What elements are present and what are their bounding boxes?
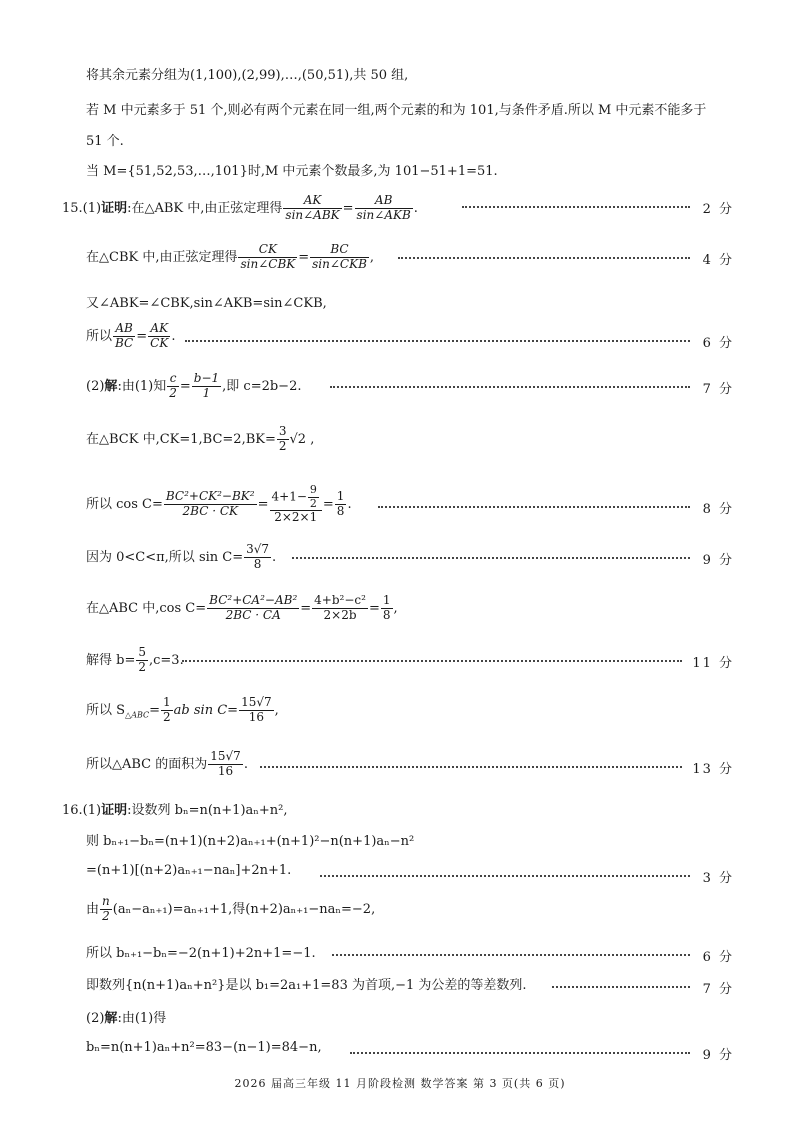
numerator: 1 xyxy=(336,489,345,504)
denominator: 8 xyxy=(244,557,271,572)
q15-step-9-text: 在△ABC 中,cos C= $\frac{\text{BC²+CA²−AB²}}{2BC \cdot CA}$ = $\frac{\text{4+b²−c²}}{2\times 2b}$ = $\frac{1}{8}$ , xyxy=(86,593,398,622)
q15-step-5-text: (2)解:由(1)知 $\frac{c}{2}$ = $\frac{b-1}{1}$ ,即 c=2b−2. xyxy=(86,371,302,400)
dot-leader xyxy=(378,505,690,508)
dot-leader xyxy=(330,385,690,388)
step-text: 解得 b= xyxy=(86,652,136,668)
step-text: ,c=3. xyxy=(149,652,184,668)
page-footer: 2026 届高三年级 11 月阶段检测 数学答案 第 3 页(共 6 页) xyxy=(234,1077,566,1090)
score-label: 6 分 xyxy=(702,950,734,965)
dot-leader xyxy=(185,339,690,342)
q16-step-8-text: bₙ=n(n+1)aₙ+n²=83−(n−1)=84−n, xyxy=(86,1040,322,1055)
numerator: 4+b²−c² xyxy=(314,593,366,607)
score-label: 7 分 xyxy=(702,982,734,997)
fraction xyxy=(207,594,299,623)
dot-leader xyxy=(350,1051,690,1054)
dot-leader xyxy=(182,659,682,662)
numerator: BC xyxy=(330,242,349,256)
score-label: 13 分 xyxy=(692,762,734,777)
part-number: (2) xyxy=(86,1011,105,1026)
step-text: 所以 xyxy=(86,328,113,344)
fraction xyxy=(355,194,413,223)
dot-leader xyxy=(398,256,690,259)
numerator: AB xyxy=(374,193,393,207)
numerator: n xyxy=(102,894,110,908)
step-text: 在△ABC 中,cos C= xyxy=(86,600,207,616)
q15-step-12-text: 所以△ABC 的面积为 $\frac{15√7}{16}$ . xyxy=(86,749,248,778)
fraction xyxy=(136,646,148,675)
denominator: 8 xyxy=(336,504,345,519)
numerator: BC²+CK²−BK² xyxy=(165,489,255,504)
numerator: 15√7 xyxy=(210,749,241,763)
dot-leader xyxy=(462,205,690,208)
q16-step-4-text xyxy=(86,895,375,924)
score-label: 11 分 xyxy=(692,656,734,671)
step-text: 所以 cos C= xyxy=(86,497,163,513)
fraction xyxy=(239,696,274,725)
fraction xyxy=(148,322,170,351)
numerator: CK xyxy=(258,242,277,256)
step-text: = xyxy=(149,702,161,718)
score-label: 3 分 xyxy=(702,871,734,886)
text-line-3: 51 个. xyxy=(86,134,124,149)
part-number: (2) xyxy=(86,378,105,394)
step-text: 在△BCK 中,CK=1,BC=2,BK= xyxy=(86,431,276,447)
score-label: 4 分 xyxy=(702,253,734,268)
q15-step-2-text: 在△CBK 中,由正弦定理得 $\frac{CK}{\text{sin∠CBK}}$ = $\frac{BC}{\text{sin∠CKB}}$ , xyxy=(86,242,375,271)
numerator: BC²+CA²−AB² xyxy=(209,593,298,607)
q16-step-3-text: =(n+1)[(n+2)aₙ₊₁−naₙ]+2n+1. xyxy=(86,863,292,878)
denominator: BC xyxy=(115,335,134,350)
step-text: (aₙ−aₙ₊₁)=aₙ₊₁+1,得(n+2)aₙ₊₁−naₙ=−2, xyxy=(112,901,376,917)
fraction xyxy=(283,194,341,223)
numerator: 15√7 xyxy=(241,695,272,709)
denominator: 2 xyxy=(169,385,177,400)
denominator: sin∠ABK xyxy=(285,207,340,222)
numerator: 9 xyxy=(309,483,317,496)
text-line-2: 若 M 中元素多于 51 个,则必有两个元素在同一组,两个元素的和为 101,与条件矛盾.所以 M 中元素不能多于 xyxy=(86,103,707,118)
q15-step-11-text: 所以 $S_{\triangle ABC}=$ $\frac{1}{2}$ ab sin C= $\frac{15√7}{16}$ , xyxy=(86,695,279,724)
denominator: 2 xyxy=(138,659,146,674)
proof-label: 证明 xyxy=(101,803,128,818)
subscript: △ABC xyxy=(125,710,150,720)
denominator: sin∠AKB xyxy=(356,207,411,222)
denominator: sin∠CBK xyxy=(240,256,296,271)
fraction xyxy=(100,895,112,924)
fraction xyxy=(312,594,368,623)
denominator: 2BC · CA xyxy=(207,608,299,623)
step-text: ,即 c=2b−2. xyxy=(222,378,302,394)
score-label: 9 分 xyxy=(702,1048,734,1063)
score-label: 7 分 xyxy=(702,382,734,397)
q16-step-7-text xyxy=(86,1007,166,1026)
denominator: 1 xyxy=(192,386,221,401)
denominator: 2 xyxy=(278,438,287,453)
dot-leader xyxy=(292,556,690,559)
numerator: 1 xyxy=(163,695,171,709)
question-number: 16.(1) xyxy=(62,803,102,818)
denominator: sin∠CKB xyxy=(312,256,367,271)
fraction xyxy=(335,490,347,519)
fraction xyxy=(192,372,221,401)
denominator: 2 xyxy=(309,496,317,510)
numerator: AK xyxy=(150,321,169,335)
score-label: 6 分 xyxy=(702,336,734,351)
numerator: AK xyxy=(303,193,322,207)
solve-label: 解 xyxy=(104,378,118,394)
denominator: 16 xyxy=(208,764,243,779)
text-line-4: 当 M={51,52,53,…,101}时,M 中元素个数最多,为 101−51+1=51. xyxy=(86,164,498,179)
step-text: √2 , xyxy=(289,431,315,447)
denominator: 2×2×1 xyxy=(270,510,322,525)
dot-leader xyxy=(552,985,690,988)
denominator: CK xyxy=(150,335,169,350)
numerator: 3√7 xyxy=(246,542,270,556)
text-line-1: 将其余元素分组为(1,100),(2,99),…,(50,51),共 50 组, xyxy=(86,68,409,83)
numerator xyxy=(270,484,322,510)
denominator: 2BC · CK xyxy=(164,504,257,519)
numerator: 1 xyxy=(382,593,391,607)
dot-leader xyxy=(260,765,682,768)
numerator: b−1 xyxy=(193,371,220,385)
score-label: 8 分 xyxy=(702,502,734,517)
denominator: 8 xyxy=(382,607,391,622)
q15-step-3-text: 又∠ABK=∠CBK,sin∠AKB=sin∠CKB, xyxy=(86,296,327,311)
fraction xyxy=(310,243,369,272)
step-text: 所以 S xyxy=(86,702,126,718)
fraction xyxy=(277,425,289,454)
inner-fraction xyxy=(308,484,319,510)
q16-step-1-text xyxy=(62,799,288,818)
fraction xyxy=(164,490,257,519)
q15-step-1-text: 15.(1)证明:在△ABK 中,由正弦定理得 $\frac{AK}{\text{sin∠ABK}}$ = $\frac{AB}{\text{sin∠AKB}}$ . xyxy=(62,193,418,222)
score-label: 9 分 xyxy=(702,553,734,568)
step-text: :在△ABK 中,由正弦定理得 xyxy=(127,200,283,216)
step-text: :由(1)知 xyxy=(117,378,167,394)
denominator: 16 xyxy=(239,710,274,725)
q16-step-2-text: 则 bₙ₊₁−bₙ=(n+1)(n+2)aₙ₊₁+(n+1)²−n(n+1)aₙ−n² xyxy=(86,834,415,849)
q16-step-5-text: 所以 bₙ₊₁−bₙ=−2(n+1)+2n+1=−1. xyxy=(86,946,316,961)
q15-step-4-text: 所以 $\frac{AB}{BC}$ = $\frac{AK}{CK}$ . xyxy=(86,321,176,350)
q15-step-7-text: 所以 cos C= $\frac{\text{BC²+CK²−BK²}}{2BC \cdot CK}$ = 4+1− $\frac{9}{2}$ 2×2×1 = $\frac{1}{8}$ . xyxy=(86,483,352,525)
q15-step-8-text: 因为 0<C<π,所以 sin C= $\frac{3√7}{8}$ . xyxy=(86,542,277,571)
numerator: AB xyxy=(115,321,133,335)
question-number: 15.(1) xyxy=(62,200,102,216)
q16-step-6-text: 即数列{n(n+1)aₙ+n²}是以 b₁=2a₁+1=83 为首项,−1 为公差的等差数列. xyxy=(86,978,527,993)
dot-leader xyxy=(320,874,690,877)
q15-step-6-text xyxy=(86,425,314,454)
fraction xyxy=(270,484,322,525)
denominator: 2 xyxy=(100,909,112,924)
dot-leader xyxy=(332,953,690,956)
fraction xyxy=(244,543,271,572)
numerator: 3 xyxy=(278,424,287,438)
numerator-part: 4+1− xyxy=(271,489,307,504)
denominator: 2 xyxy=(163,709,171,724)
step-text: 由 xyxy=(86,901,100,917)
fraction xyxy=(113,322,135,351)
fraction xyxy=(381,594,393,623)
fraction xyxy=(161,696,173,725)
proof-label: 证明 xyxy=(101,200,128,216)
fraction xyxy=(167,372,179,401)
step-text: 所以△ABC 的面积为 xyxy=(86,756,208,772)
solve-label: 解 xyxy=(104,1011,118,1026)
step-text: :由(1)得 xyxy=(117,1011,167,1026)
denominator: 2×2b xyxy=(312,608,368,623)
q15-step-10-text xyxy=(86,646,184,675)
score-label: 2 分 xyxy=(702,202,734,217)
step-text: ab sin C= xyxy=(173,702,239,718)
numerator: 5 xyxy=(138,645,146,659)
step-text: 因为 0<C<π,所以 sin C= xyxy=(86,549,244,565)
fraction xyxy=(208,750,243,779)
numerator: c xyxy=(169,371,177,385)
step-text: 在△CBK 中,由正弦定理得 xyxy=(86,249,238,265)
step-text: :设数列 bₙ=n(n+1)aₙ+n², xyxy=(127,803,288,818)
fraction xyxy=(238,243,297,272)
